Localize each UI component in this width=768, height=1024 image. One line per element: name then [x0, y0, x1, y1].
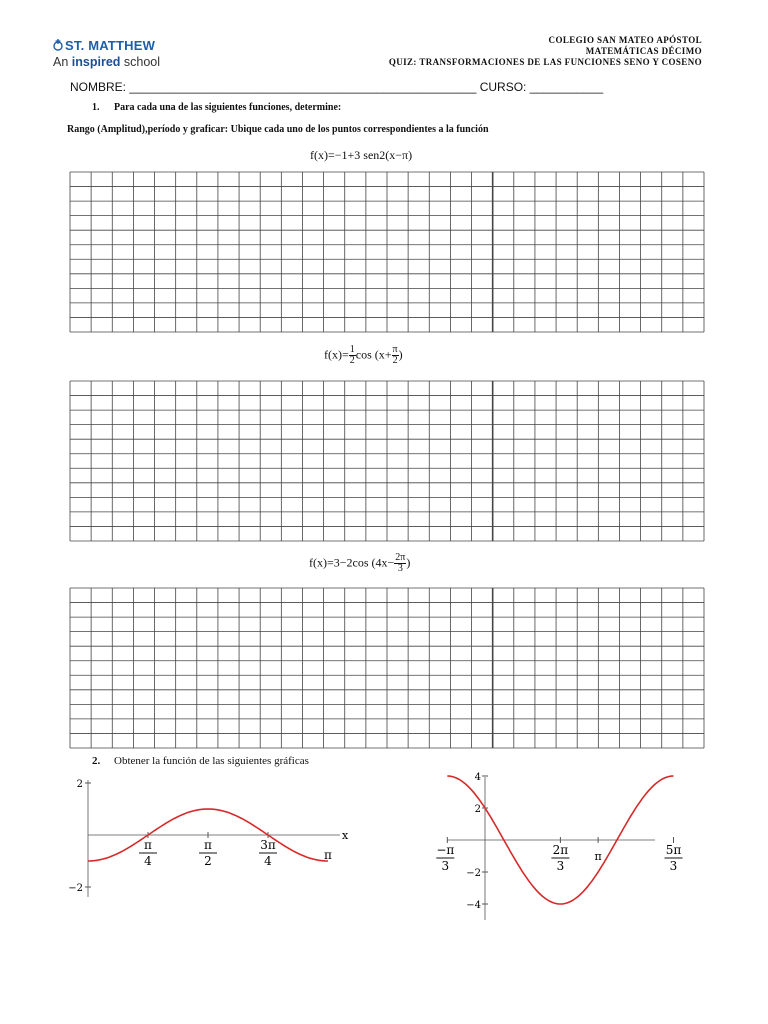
graph-grid-3	[70, 588, 704, 748]
x-tick-label-pi-over-4	[139, 838, 157, 868]
svg-text:2: 2	[204, 854, 212, 868]
question-2-text: Obtener la función de las siguientes gráficas	[114, 755, 309, 767]
graph-grid-1	[70, 172, 704, 332]
svg-text:3: 3	[441, 859, 450, 873]
school-logo	[53, 38, 155, 53]
x-tick-label-pi: π	[324, 848, 332, 862]
y-tick-label: −2	[68, 883, 83, 894]
y-tick-label: −4	[466, 900, 481, 911]
y-tick-label: −2	[466, 868, 481, 879]
x-tick-label-pi-over-2	[199, 838, 217, 868]
svg-text:3: 3	[669, 859, 678, 873]
question-1-number: 1.	[92, 102, 100, 113]
svg-text:π: π	[144, 838, 152, 852]
sine-graph-a	[60, 775, 360, 900]
y-tick-label: 2	[474, 804, 481, 815]
question-2	[92, 755, 309, 767]
formula-3: f(x)=3−2cos (4x− $\frac{2\pi}{3}$ )	[309, 552, 411, 574]
formula-1: f(x)=−1+3 sen2(x−π)	[310, 148, 413, 162]
cosine-graph-b	[436, 772, 682, 925]
logo-name-text: ST. MATTHEW	[65, 38, 156, 53]
svg-text:4: 4	[144, 854, 152, 868]
y-tick-label: 4	[474, 772, 481, 783]
question-1-instructions: Rango (Amplitud),período y graficar: Ubique cada uno de los puntos correspondientes a la función	[67, 124, 489, 135]
formula-2: f(x)= $\frac{1}{2}$ cos (x+ $\frac{\pi}{2}$ )	[324, 344, 403, 366]
x-tick-label-minus-pi-over-3	[436, 843, 454, 873]
logo-emblem-icon	[53, 39, 63, 51]
question-2-number: 2.	[92, 755, 101, 767]
svg-text:3π: 3π	[260, 838, 276, 852]
student-line: NOMBRE: ____________________________________________________ CURSO: ___________	[70, 80, 604, 94]
subject-name: MATEMÁTICAS DÉCIMO	[585, 46, 702, 56]
quiz-title: QUIZ: TRANSFORMACIONES DE LAS FUNCIONES SENO Y COSENO	[388, 57, 702, 67]
svg-text:2π: 2π	[552, 843, 569, 857]
x-tick-label-3pi-over-4	[259, 838, 277, 868]
svg-text:π: π	[204, 838, 212, 852]
x-tick-label-2pi-over-3	[551, 843, 569, 873]
x-tick-label-5pi-over-3	[664, 843, 682, 873]
graph-grid-2	[70, 381, 704, 541]
question-1-text: Para cada una de las siguientes funciones, determine:	[114, 102, 342, 113]
x-axis-label: x	[342, 829, 349, 842]
y-tick-label: 2	[76, 779, 83, 790]
svg-text:3: 3	[556, 859, 565, 873]
school-name: COLEGIO SAN MATEO APÓSTOL	[548, 35, 702, 45]
question-1	[92, 102, 341, 113]
x-tick-label-pi: π	[594, 850, 602, 863]
logo-tagline: An inspired school	[53, 55, 161, 69]
svg-text:−π: −π	[436, 843, 455, 857]
svg-text:5π: 5π	[665, 843, 682, 857]
svg-text:4: 4	[264, 854, 272, 868]
